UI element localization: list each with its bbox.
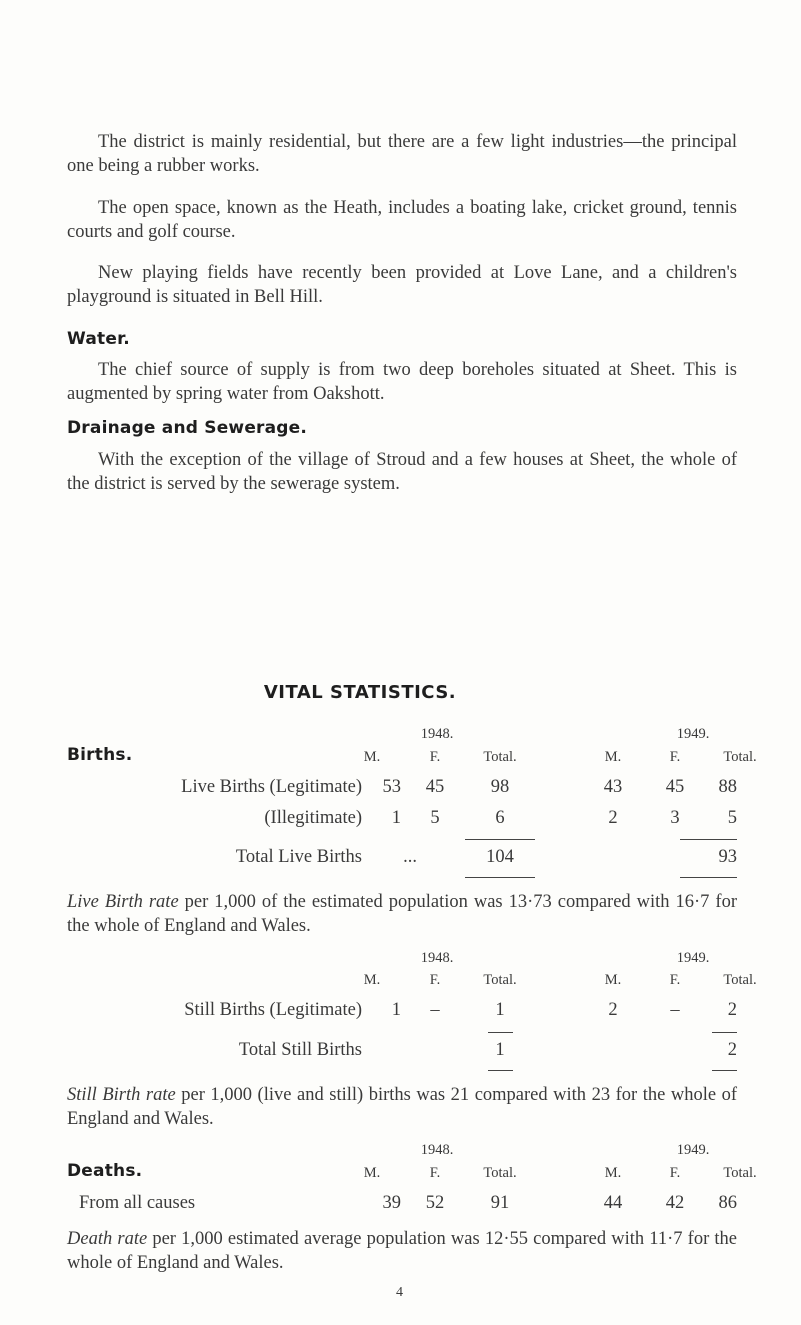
col-m-1949: M.: [604, 1165, 622, 1181]
col-m-1949: M.: [604, 972, 622, 988]
cell-m-1949: 2: [608, 808, 618, 828]
col-m-1948: M.: [363, 972, 381, 988]
col-f-1949: F.: [669, 972, 681, 988]
col-f-1949: F.: [669, 749, 681, 765]
year-1948-header: 1948.: [420, 1142, 454, 1158]
rule-total-1948-bottom: [465, 877, 535, 878]
row-label-all-causes: From all causes: [79, 1193, 196, 1213]
cell-f-1949: –: [670, 1000, 680, 1020]
col-f-1948: F.: [429, 749, 441, 765]
cell-f-1948: –: [430, 1000, 440, 1020]
cell-total-1949: 93: [718, 847, 737, 867]
col-f-1948: F.: [429, 972, 441, 988]
row-label-still-legitimate: Still Births (Legitimate): [184, 1000, 362, 1020]
col-f-1949: F.: [669, 1165, 681, 1181]
cell-f-1949: 45: [665, 777, 685, 797]
cell-total-1949: 88: [718, 777, 737, 797]
col-m-1948: M.: [363, 1165, 381, 1181]
rule-still-1948-bottom: [488, 1070, 513, 1071]
cell-m-1948: 1: [391, 1000, 401, 1020]
live-birth-rate-label: Live Birth rate: [67, 892, 179, 912]
cell-m-1949: 2: [608, 1000, 618, 1020]
heading-drainage: Drainage and Sewerage.: [67, 418, 308, 438]
still-birth-rate-label: Still Birth rate: [67, 1085, 176, 1105]
col-total-1948: Total.: [483, 749, 517, 765]
cell-total-1948: 6: [495, 808, 505, 828]
row-label-total-still-births: Total Still Births: [238, 1040, 362, 1060]
rule-still-1949-bottom: [712, 1070, 737, 1071]
cell-total-1948: 98: [490, 777, 510, 797]
vital-statistics-title: VITAL STATISTICS.: [263, 682, 457, 703]
paragraph-water: The chief source of supply is from two deep boreholes situated at Sheet. This is augmented by spring water from Oakshott.: [67, 360, 737, 404]
paragraph-drainage: With the exception of the village of Stroud and a few houses at Sheet, the whole of the district is served by the sewerage system.: [67, 450, 737, 494]
col-total-1948: Total.: [483, 1165, 517, 1181]
page-number: 4: [396, 1285, 403, 1300]
total-dots: ...: [403, 847, 417, 867]
heading-deaths: Deaths.: [67, 1161, 143, 1181]
year-1949-header: 1949.: [676, 950, 710, 966]
col-total-1948: Total.: [483, 972, 517, 988]
year-1948-header: 1948.: [420, 726, 454, 742]
cell-total-1948: 1: [495, 1000, 505, 1020]
cell-m-1949: 43: [603, 777, 623, 797]
paragraph-live-birth-rate: Live Birth rate per 1,000 of the estimated population was 13·73 compared with 16·7 for the whole of England and Wales.: [67, 892, 737, 936]
rule-still-1948-top: [488, 1032, 513, 1033]
year-1949-header: 1949.: [676, 726, 710, 742]
rule-still-1949-top: [712, 1032, 737, 1033]
col-total-1949: Total.: [723, 1165, 757, 1181]
cell-m-1949: 44: [603, 1193, 623, 1213]
row-label-live-legitimate: Live Births (Legitimate): [181, 777, 362, 797]
col-total-1949: Total.: [723, 749, 757, 765]
cell-f-1948: 52: [425, 1193, 445, 1213]
cell-total-1949: 86: [718, 1193, 737, 1213]
col-total-1949: Total.: [723, 972, 757, 988]
rule-total-1948-top: [465, 839, 535, 840]
cell-total-1948: 104: [486, 847, 514, 867]
col-f-1948: F.: [429, 1165, 441, 1181]
paragraph-death-rate: Death rate per 1,000 estimated average population was 12·55 compared with 11·7 for the whole of England and Wales.: [67, 1229, 737, 1273]
cell-f-1949: 3: [670, 808, 680, 828]
year-1948-header: 1948.: [420, 950, 454, 966]
heading-water: Water.: [67, 329, 130, 349]
cell-m-1948: 39: [382, 1193, 401, 1213]
cell-f-1948: 5: [430, 808, 440, 828]
cell-total-1949: 2: [727, 1040, 737, 1060]
cell-f-1948: 45: [425, 777, 445, 797]
col-m-1948: M.: [363, 749, 381, 765]
death-rate-label: Death rate: [67, 1229, 148, 1249]
row-label-illegitimate: (Illegitimate): [264, 808, 362, 828]
paragraph-industries: The district is mainly residential, but there are a few light industries—the principal one being a rubber works.: [67, 132, 737, 176]
col-m-1949: M.: [604, 749, 622, 765]
cell-total-1949: 5: [727, 808, 737, 828]
year-1949-header: 1949.: [676, 1142, 710, 1158]
cell-total-1949: 2: [727, 1000, 737, 1020]
paragraph-still-birth-rate: Still Birth rate per 1,000 (live and still) births was 21 compared with 23 for the whole of England and Wales.: [67, 1085, 738, 1129]
cell-total-1948: 1: [495, 1040, 505, 1060]
cell-m-1948: 53: [382, 777, 401, 797]
cell-total-1948: 91: [490, 1193, 510, 1213]
cell-m-1948: 1: [391, 808, 401, 828]
heading-births: Births.: [67, 745, 133, 765]
paragraph-playing-fields: New playing fields have recently been provided at Love Lane, and a children's playground is situated in Bell Hill.: [67, 263, 737, 307]
cell-f-1949: 42: [665, 1193, 685, 1213]
row-label-total-live-births: Total Live Births: [235, 847, 362, 867]
paragraph-heath: The open space, known as the Heath, includes a boating lake, cricket ground, tennis courts and golf course.: [67, 198, 737, 242]
rule-total-1949-top: [680, 839, 737, 840]
rule-total-1949-bottom: [680, 877, 737, 878]
